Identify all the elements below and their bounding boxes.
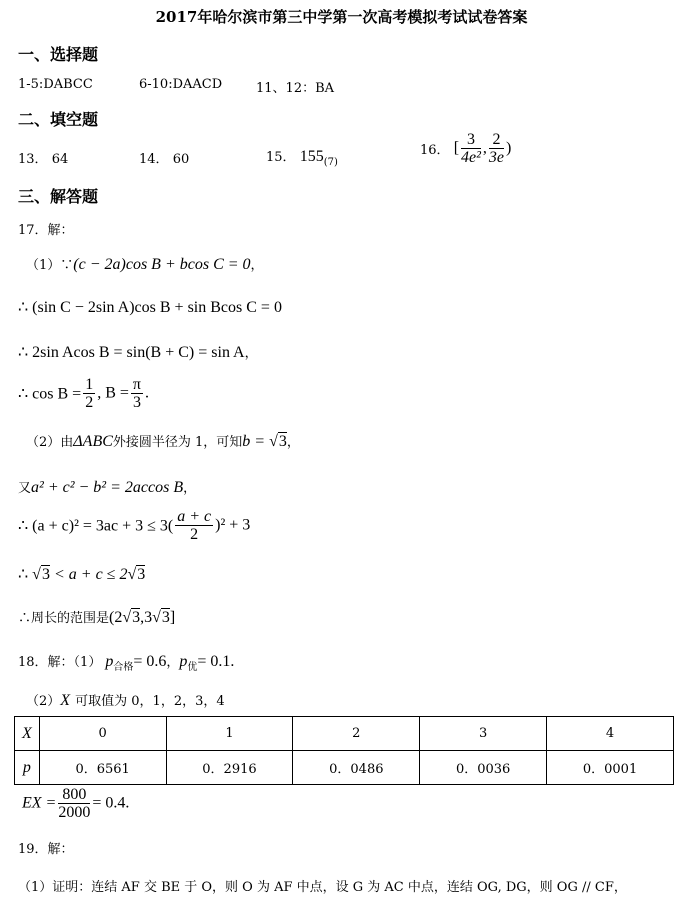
table-cell: 0．0486	[293, 751, 420, 785]
q17-line-2: ∴ (sin C − 2sin A)cos B + sin Bcos C = 0	[18, 299, 282, 316]
answer-15-subscript: (7)	[323, 157, 338, 168]
q19-heading: 19．解：	[18, 842, 74, 857]
q17-line-3	[18, 342, 258, 362]
table-cell: p	[15, 751, 40, 785]
choice-answers-11-12: 11、12：BA	[256, 81, 335, 96]
q17-radicand: 3	[132, 609, 141, 626]
answer-14-label: 14．	[139, 152, 169, 167]
answer-15-label: 15．	[266, 150, 296, 165]
q17-line-1-end: ，	[250, 258, 264, 273]
table-cell: X	[15, 717, 40, 751]
table-cell: 2	[293, 717, 420, 751]
q17-equation-1: (c − 2a)cos B + bcos C = 0	[73, 256, 251, 273]
table-cell: 4	[547, 717, 674, 751]
q17-range-close: ]	[169, 609, 176, 626]
table-header-row	[15, 717, 674, 751]
q18-p-pass-subscript: 合格	[113, 662, 134, 673]
fraction-numerator: 1	[85, 376, 94, 393]
q17-line-4	[18, 376, 149, 411]
q17-fraction-avg	[175, 508, 213, 543]
answer-13-value: 64	[51, 152, 69, 167]
section-heading-choice: 一、选择题	[18, 45, 99, 64]
answer-16	[420, 131, 511, 166]
answer-14-value: 60	[172, 152, 190, 167]
q17-line-9	[18, 607, 175, 627]
fraction-denominator: 2000	[58, 804, 91, 821]
q17-line-3-end: ，	[244, 346, 258, 361]
q17-equation-3: ∴ 2sin Acos B = sin(B + C) = sin A	[18, 344, 245, 361]
q18-line-1-end: .	[230, 653, 235, 670]
q17-inequality-right: )² + 3	[215, 516, 251, 534]
q18-variable-x: X	[60, 692, 71, 709]
answer-16-close-bracket: )	[506, 139, 512, 157]
q17-inequality-left: ∴ (a + c)² = 3ac + 3 ≤ 3(	[18, 517, 174, 535]
fraction-numerator: 800	[58, 786, 90, 804]
q17-part1-label: （1）∵	[26, 258, 74, 273]
q18-part2-label: （2）	[26, 694, 61, 709]
q17-line-5-text: 外接圆半径为 1，可知	[112, 435, 243, 450]
fraction-denominator: 4e²	[461, 149, 481, 166]
answer-15	[266, 146, 338, 168]
q18-values-text: 可取值为 0，1，2，3，4	[75, 694, 225, 709]
q17-radicand: 3	[137, 566, 146, 583]
section-heading-solutions: 三、解答题	[18, 187, 99, 206]
q17-line-5	[26, 431, 300, 451]
table-cell: 0．0001	[547, 751, 674, 785]
q17-line-6-end: ，	[183, 481, 197, 496]
q17-line-6-prefix: 又	[18, 481, 32, 496]
q17-radicand: 3	[278, 433, 287, 450]
table-cell: 0．6561	[39, 751, 166, 785]
answer-16-comma: ,	[482, 139, 487, 157]
q17-radicand: 3	[41, 566, 50, 583]
answer-16-fraction-1	[461, 131, 481, 166]
page-title: 2017年哈尔滨市第三中学第一次高考模拟考试试卷答案	[155, 8, 528, 26]
fraction-numerator: 3	[461, 131, 481, 149]
choice-answers-1-5: 1-5:DABCC	[18, 77, 93, 92]
q18-line-2	[26, 690, 225, 710]
fraction-denominator: 3e	[488, 149, 505, 166]
table-row	[15, 751, 674, 785]
fraction-denominator: 2	[190, 526, 199, 543]
q18-p-excellent-value: = 0.1	[197, 653, 231, 670]
q18-p-pass-value: = 0.6	[133, 653, 167, 670]
table-cell: 0．0036	[420, 751, 547, 785]
q17-fraction-half	[83, 376, 95, 411]
q17-heading: 17．解：	[18, 223, 74, 238]
q17-fraction-pi-third	[131, 376, 143, 411]
q17-range-mid: ,3√	[140, 609, 161, 626]
q19-line-1: （1）证明：连结 AF 交 BE 于 O，则 O 为 AF 中点，设 G 为 AC 中点，连结 OG, DG，则 OG // CF，	[18, 880, 627, 895]
q17-perimeter-text: ∴周长的范围是	[18, 611, 110, 626]
q17-part2-label: （2）由	[26, 435, 74, 450]
answer-16-label: 16．	[420, 143, 450, 158]
answer-16-open-bracket: [	[453, 139, 460, 157]
answer-13	[18, 148, 68, 167]
q17-line-5-end: ，	[286, 435, 300, 450]
q18-expectation	[22, 786, 129, 821]
q17-line-1	[26, 254, 264, 274]
q18-separator: ，	[166, 655, 180, 670]
q17-b-value: b = √	[242, 433, 278, 450]
fraction-denominator: 2	[85, 394, 94, 411]
answer-14	[139, 148, 189, 167]
q17-cosine-law: a² + c² − b² = 2accos B	[31, 479, 184, 496]
answer-15-value: 155	[299, 148, 324, 165]
q17-line-6	[18, 477, 196, 497]
q18-ex-fraction	[58, 786, 90, 821]
q17-radicand: 3	[161, 609, 170, 626]
fraction-denominator: 3	[132, 394, 141, 411]
distribution-table	[14, 716, 674, 785]
table-cell: 1	[166, 717, 293, 751]
q17-line-4-end: .	[144, 384, 149, 402]
q18-p-pass: p	[105, 653, 114, 670]
table-cell: 3	[420, 717, 547, 751]
q17-range-open: (2√	[109, 609, 132, 626]
q17-triangle: ΔABC	[73, 433, 113, 450]
q17-bound-middle: < a + c ≤ 2√	[49, 566, 137, 583]
table-cell: 0	[39, 717, 166, 751]
section-heading-fill: 二、填空题	[18, 110, 99, 129]
q18-ex-label: EX =	[22, 794, 57, 812]
fraction-numerator: a + c	[177, 508, 212, 525]
q18-p-excellent-subscript: 优	[187, 662, 198, 673]
q18-line-1	[18, 651, 234, 673]
q18-ex-end: .	[125, 794, 130, 812]
q17-line-8	[18, 564, 145, 584]
choice-answers-6-10: 6-10:DAACD	[139, 77, 223, 92]
fraction-numerator: π	[132, 376, 141, 393]
q17-b-equals: , B =	[97, 384, 129, 402]
fraction-numerator: 2	[489, 131, 504, 149]
q18-ex-value: = 0.4	[92, 794, 126, 812]
q17-line-7	[18, 508, 250, 543]
q17-cosb: ∴ cos B =	[18, 385, 82, 403]
q17-bound-left: ∴ √	[18, 566, 41, 583]
answer-13-label: 13．	[18, 152, 48, 167]
answer-16-fraction-2	[489, 131, 504, 166]
q18-heading: 18．解：（1）	[18, 655, 102, 670]
table-cell: 0．2916	[166, 751, 293, 785]
q18-p-excellent: p	[179, 653, 188, 670]
